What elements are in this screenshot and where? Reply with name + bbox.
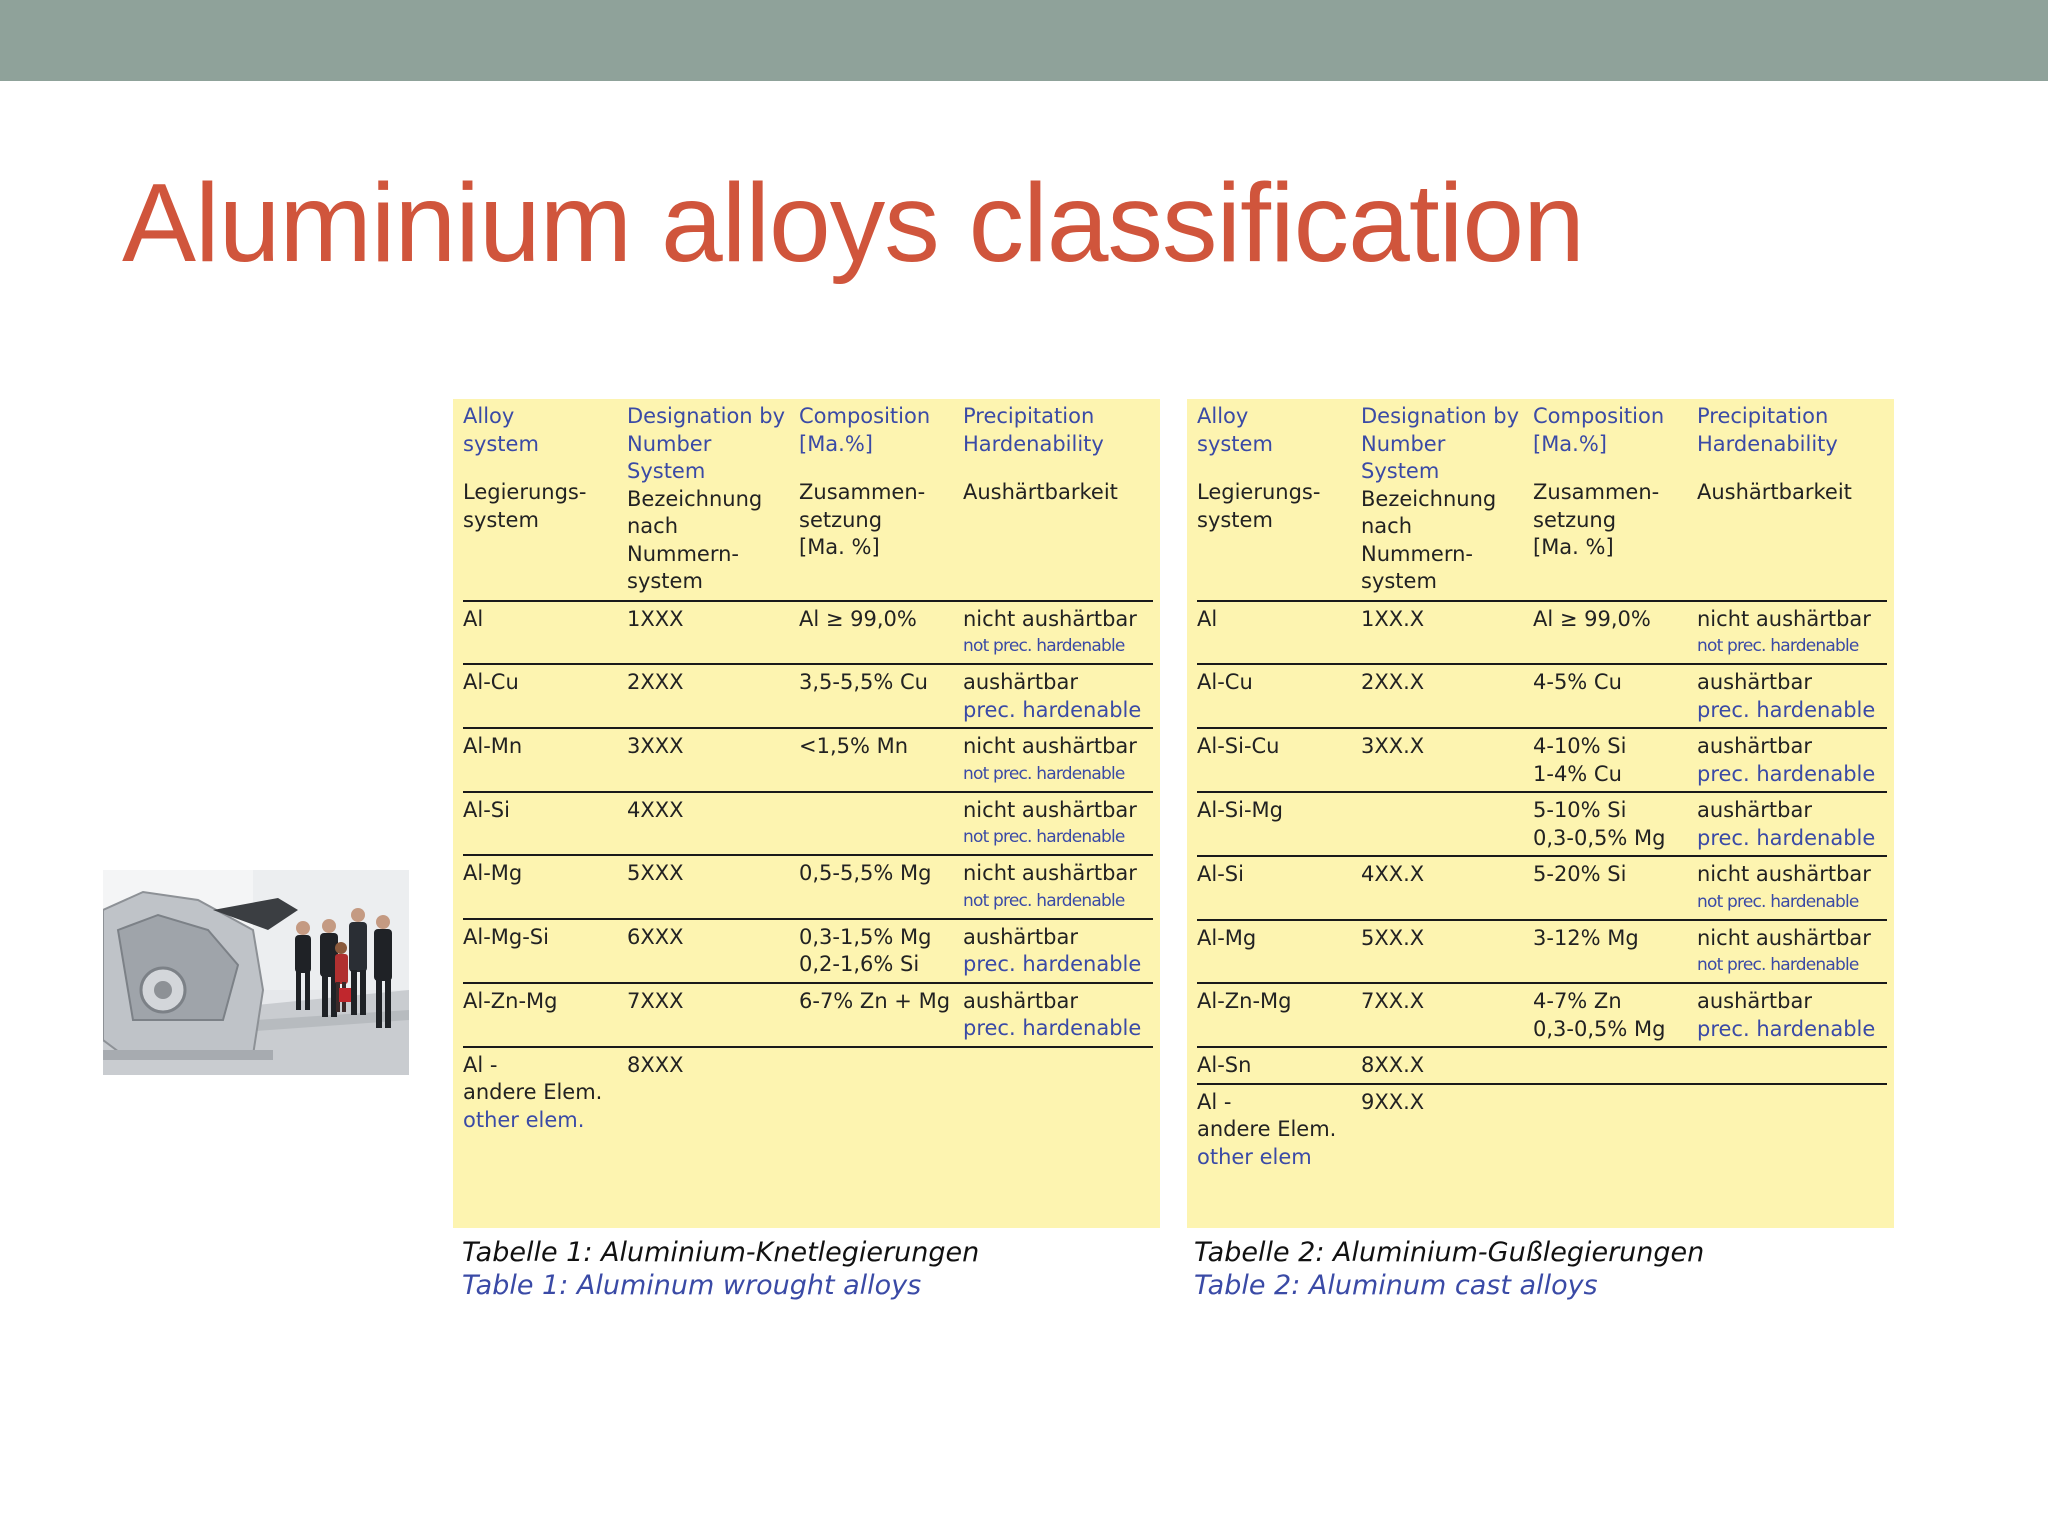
designation-cell: 9XX.X xyxy=(1361,1089,1425,1114)
hardenability-en: prec. hardenable xyxy=(1697,825,1876,850)
hardenability-en: prec. hardenable xyxy=(963,1016,1142,1040)
hardenability-de: aushärtbar xyxy=(1697,798,1812,822)
designation-cell: 4XX.X xyxy=(1361,862,1425,886)
table-row xyxy=(1197,1085,1887,1175)
composition-cell: 3-12% Mg xyxy=(1533,925,1639,950)
designation-cell: 1XX.X xyxy=(1361,606,1425,631)
hardenability-de: aushärtbar xyxy=(1697,734,1812,758)
hardenability-de: nicht aushärtbar xyxy=(963,606,1137,631)
header-hardenability-en: Precipitation Hardenability xyxy=(1697,404,1838,456)
table-row xyxy=(1197,793,1887,857)
caption-en: Table 1: Aluminum wrought alloys xyxy=(462,1270,922,1301)
alloy-cell: Al-Si-Mg xyxy=(1197,798,1283,822)
hardenability-en: not prec. hardenable xyxy=(963,636,1125,656)
designation-cell: 3XX.X xyxy=(1361,734,1425,758)
header-designation-en: Designation by Number System xyxy=(1361,404,1520,483)
hardenability-en: not prec. hardenable xyxy=(963,763,1125,784)
hardenability-en: prec. hardenable xyxy=(963,952,1142,976)
hardenability-en: not prec. hardenable xyxy=(1697,955,1859,975)
alloy-cell: Al xyxy=(463,606,484,631)
hardenability-en: prec. hardenable xyxy=(1697,761,1876,786)
header-designation-de: Bezeichnung nach Nummern- system xyxy=(627,486,763,593)
header-composition-de: Zusammen- setzung [Ma. %] xyxy=(799,480,926,559)
wrought-alloys-table xyxy=(453,399,1160,1228)
hardenability-de: aushärtbar xyxy=(1697,989,1812,1013)
table-row xyxy=(463,729,1153,793)
designation-cell: 5XXX xyxy=(627,861,684,885)
composition-cell: 5-10% Si 0,3-0,5% Mg xyxy=(1533,798,1666,850)
alloy-cell: Al-Cu xyxy=(463,670,519,694)
composition-cell: 6-7% Zn + Mg xyxy=(799,988,951,1013)
table-row xyxy=(463,920,1153,984)
designation-cell: 2XX.X xyxy=(1361,670,1425,694)
header-alloy-system-en: Alloy system xyxy=(463,404,539,456)
header-hardenability-de: Aushärtbarkeit xyxy=(963,480,1118,504)
composition-cell: 4-10% Si 1-4% Cu xyxy=(1533,734,1627,786)
table-row xyxy=(1197,984,1887,1048)
hardenability-de: aushärtbar xyxy=(1697,670,1812,694)
header-composition-de: Zusammen- setzung [Ma. %] xyxy=(1533,480,1660,559)
hardenability-en: not prec. hardenable xyxy=(1697,891,1859,912)
alloy-cell: Al-Si-Cu xyxy=(1197,734,1280,758)
hardenability-de: nicht aushärtbar xyxy=(963,797,1137,822)
composition-cell: 3,5-5,5% Cu xyxy=(799,670,928,694)
alloy-cell: Al-Si xyxy=(463,797,510,822)
cast-alloys-table xyxy=(1187,399,1894,1228)
hardenability-de: nicht aushärtbar xyxy=(1697,606,1871,631)
designation-cell: 4XXX xyxy=(627,797,684,822)
table-row xyxy=(1197,1048,1887,1085)
caption-de: Tabelle 2: Aluminium-Gußlegierungen xyxy=(1194,1237,1705,1268)
caption-en: Table 2: Aluminum cast alloys xyxy=(1194,1270,1598,1301)
header-composition-en: Composition [Ma.%] xyxy=(799,404,931,456)
designation-cell: 1XXX xyxy=(627,606,684,631)
table-row xyxy=(463,984,1153,1048)
factory-visit-photo xyxy=(103,870,409,1075)
alloy-cell: Al - andere Elem. xyxy=(463,1052,603,1104)
alloy-cell: Al-Sn xyxy=(1197,1053,1252,1077)
table-row xyxy=(463,1048,1153,1138)
designation-cell: 5XX.X xyxy=(1361,925,1425,950)
designation-cell: 7XXX xyxy=(627,988,684,1013)
hardenability-en: prec. hardenable xyxy=(1697,697,1876,722)
designation-cell: 7XX.X xyxy=(1361,989,1425,1013)
table-header xyxy=(1197,403,1887,602)
alloy-cell: Al-Mg xyxy=(1197,925,1257,950)
composition-cell: Al ≥ 99,0% xyxy=(1533,606,1651,631)
designation-cell: 3XXX xyxy=(627,734,684,758)
table2-caption xyxy=(1194,1236,1704,1302)
alloy-cell: Al-Zn-Mg xyxy=(1197,989,1292,1013)
alloy-cell: Al-Mn xyxy=(463,734,523,758)
designation-cell: 2XXX xyxy=(627,670,684,694)
alloy-cell: Al-Zn-Mg xyxy=(463,988,558,1013)
composition-cell: 5-20% Si xyxy=(1533,862,1627,886)
header-alloy-system-en: Alloy system xyxy=(1197,404,1273,456)
table-row xyxy=(1197,665,1887,729)
header-alloy-system-de: Legierungs- system xyxy=(463,480,587,532)
car-body-photo-illustration xyxy=(103,870,409,1075)
hardenability-de: nicht aushärtbar xyxy=(1697,925,1871,950)
hardenability-en: not prec. hardenable xyxy=(963,890,1125,911)
slide-title: Aluminium alloys classification xyxy=(122,161,1584,285)
alloy-cell: Al-Mg-Si xyxy=(463,924,549,949)
table-row xyxy=(1197,729,1887,793)
top-banner xyxy=(0,0,2048,81)
composition-cell: 0,3-1,5% Mg 0,2-1,6% Si xyxy=(799,924,932,976)
header-designation-de: Bezeichnung nach Nummern- system xyxy=(1361,486,1497,593)
header-designation-en: Designation by Number System xyxy=(627,404,786,483)
hardenability-en: not prec. hardenable xyxy=(1697,636,1859,656)
composition-cell: Al ≥ 99,0% xyxy=(799,606,917,631)
hardenability-de: aushärtbar xyxy=(963,670,1078,694)
caption-de: Tabelle 1: Aluminium-Knetlegierungen xyxy=(462,1237,980,1268)
alloy-cell-en: other elem xyxy=(1197,1144,1312,1169)
header-composition-en: Composition [Ma.%] xyxy=(1533,404,1665,456)
table-row xyxy=(463,856,1153,920)
designation-cell: 8XX.X xyxy=(1361,1053,1425,1077)
hardenability-de: nicht aushärtbar xyxy=(1697,862,1871,886)
header-alloy-system-de: Legierungs- system xyxy=(1197,480,1321,532)
table-row xyxy=(463,602,1153,666)
designation-cell: 6XXX xyxy=(627,924,684,949)
table-header xyxy=(463,403,1153,602)
alloy-cell: Al - andere Elem. xyxy=(1197,1089,1337,1141)
table-row xyxy=(1197,857,1887,921)
alloy-cell: Al-Si xyxy=(1197,862,1244,886)
composition-cell: 0,5-5,5% Mg xyxy=(799,861,932,885)
alloy-cell-en: other elem. xyxy=(463,1107,585,1132)
header-hardenability-en: Precipitation Hardenability xyxy=(963,404,1104,456)
header-hardenability-de: Aushärtbarkeit xyxy=(1697,480,1852,504)
composition-cell: 4-5% Cu xyxy=(1533,670,1622,694)
table-row xyxy=(1197,921,1887,985)
designation-cell: 8XXX xyxy=(627,1052,684,1077)
composition-cell: <1,5% Mn xyxy=(799,734,909,758)
alloy-cell: Al-Mg xyxy=(463,861,523,885)
table-row xyxy=(463,665,1153,729)
hardenability-de: nicht aushärtbar xyxy=(963,861,1137,885)
hardenability-de: aushärtbar xyxy=(963,924,1078,949)
table-row xyxy=(1197,602,1887,666)
table1-caption xyxy=(462,1236,979,1302)
composition-cell: 4-7% Zn 0,3-0,5% Mg xyxy=(1533,989,1666,1041)
hardenability-en: not prec. hardenable xyxy=(963,827,1125,847)
alloy-cell: Al-Cu xyxy=(1197,670,1253,694)
alloy-cell: Al xyxy=(1197,606,1218,631)
hardenability-en: prec. hardenable xyxy=(1697,1016,1876,1041)
table-row xyxy=(463,793,1153,857)
hardenability-en: prec. hardenable xyxy=(963,697,1142,722)
hardenability-de: aushärtbar xyxy=(963,988,1078,1013)
hardenability-de: nicht aushärtbar xyxy=(963,734,1137,758)
